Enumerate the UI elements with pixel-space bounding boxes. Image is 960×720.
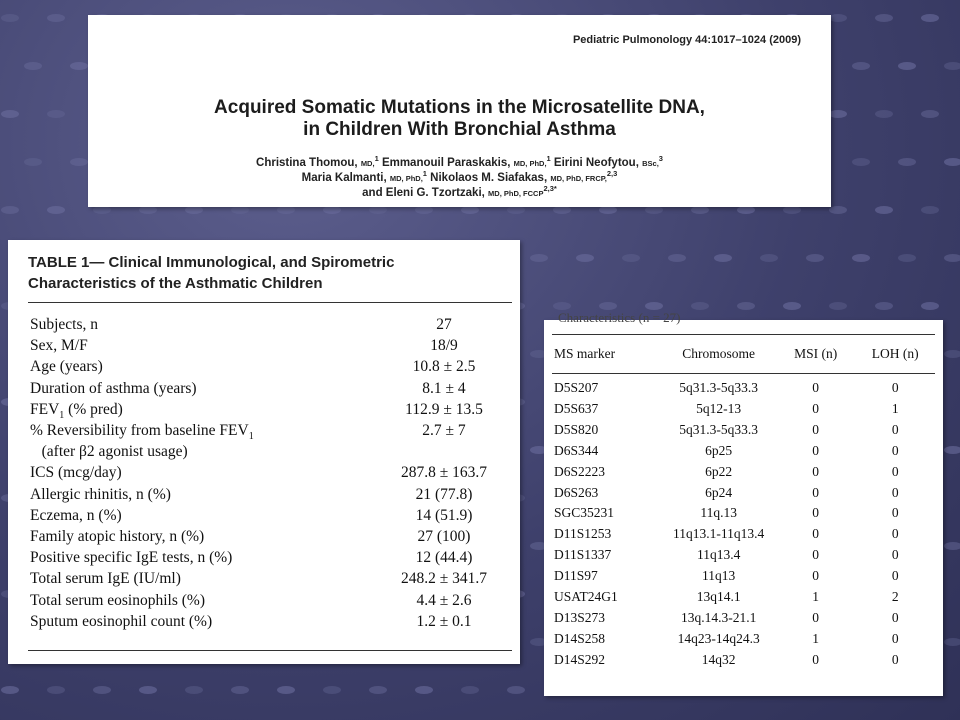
column-header: Chromosome xyxy=(682,346,756,361)
background-dot xyxy=(93,686,111,694)
row-label: $FEV_1$ (% pred) xyxy=(30,400,123,421)
background-dot xyxy=(507,686,525,694)
table-cell: D11S97 xyxy=(554,568,598,584)
table-cell: D13S273 xyxy=(554,609,606,625)
table-row xyxy=(552,610,935,626)
author-name: Maria Kalmanti, xyxy=(301,172,387,184)
table-cell: 0 xyxy=(812,568,819,584)
row-value: 27 (100) xyxy=(417,528,471,546)
background-dot xyxy=(369,686,387,694)
table-cell: 5q31.3-5q33.3 xyxy=(679,380,759,395)
table-cell: 0 xyxy=(812,547,819,563)
table-cell: 13q.14.3-21.1 xyxy=(680,609,757,625)
table-cell: 0 xyxy=(891,505,899,521)
background-dot xyxy=(829,14,847,22)
background-dot xyxy=(70,158,88,166)
table-cell: 0 xyxy=(812,380,819,395)
table-cell: D5S207 xyxy=(554,380,599,395)
background-dot xyxy=(875,14,893,22)
table-row xyxy=(30,611,510,632)
table-cell: 0 xyxy=(891,568,899,584)
row-label: % Reversibility from baseline $FEV_1$ xyxy=(30,422,254,443)
row-label: Subjects, n xyxy=(30,316,99,333)
table-row xyxy=(552,443,935,459)
table-row xyxy=(552,422,935,438)
table-row xyxy=(30,335,510,356)
row-label: Family atopic history, n (%) xyxy=(30,528,205,546)
background-dot xyxy=(921,14,939,22)
background-dot xyxy=(70,62,88,70)
row-value: 2.7 ± 7 xyxy=(422,422,466,440)
background-dot xyxy=(668,254,686,262)
table-cell: D5S637 xyxy=(554,400,599,416)
table-cell: USAT24G1 xyxy=(554,589,618,604)
row-label: Eczema, n (%) xyxy=(30,506,122,524)
journal-citation: Pediatric Pulmonology 44:1017–1024 (2009) xyxy=(572,34,801,46)
table-1-bottom-rule xyxy=(28,650,512,651)
table-row xyxy=(552,652,935,668)
table-row xyxy=(30,314,510,335)
background-dot xyxy=(829,302,847,310)
table-row xyxy=(552,526,935,542)
background-dot xyxy=(921,206,939,214)
row-value: 4.4 ± 2.6 xyxy=(416,591,472,609)
table-cell: 0 xyxy=(812,442,819,458)
table-row xyxy=(30,526,510,547)
row-label: Allergic rhinitis, n (%) xyxy=(30,485,171,503)
table-cell: 0 xyxy=(812,463,819,479)
table-row xyxy=(30,399,510,420)
background-dot xyxy=(277,206,295,214)
row-label: Positive specific IgE tests, n (%) xyxy=(30,549,233,567)
background-dot xyxy=(691,302,709,310)
background-dot xyxy=(944,62,960,70)
background-dot xyxy=(829,110,847,118)
author-degrees: MD, PhD, FRCP, xyxy=(550,174,607,183)
background-dot xyxy=(898,62,916,70)
background-dot xyxy=(829,206,847,214)
paper-header-panel xyxy=(88,15,831,207)
title-line-1: Acquired Somatic Mutations in the Microsatellite DNA, xyxy=(214,97,705,118)
table-cell: 11q13.1-11q13.4 xyxy=(673,526,765,542)
background-dot xyxy=(852,254,870,262)
table-row xyxy=(552,401,935,417)
background-dot xyxy=(576,254,594,262)
background-dot xyxy=(622,254,640,262)
table-row xyxy=(552,631,935,647)
background-dot xyxy=(461,206,479,214)
table-1-top-rule xyxy=(28,302,512,303)
background-dot xyxy=(231,206,249,214)
table-row xyxy=(30,441,510,462)
author-affiliation: 1 xyxy=(374,154,379,164)
background-dot xyxy=(139,206,157,214)
table-cell: 0 xyxy=(812,505,819,521)
table-1-caption-line-1: TABLE 1— Clinical Immunological, and Spirometric xyxy=(28,254,395,271)
row-label: Total serum IgE (IU/ml) xyxy=(30,570,181,588)
table-cell: 0 xyxy=(891,526,899,542)
background-dot xyxy=(323,686,341,694)
author-list xyxy=(88,156,831,201)
row-label: Age (years) xyxy=(30,358,103,376)
background-dot xyxy=(898,254,916,262)
table-1-caption-line-2: Characteristics of the Asthmatic Children xyxy=(28,275,323,292)
table-2-clipped-caption: Characteristics (n = 27) xyxy=(558,310,681,325)
table-cell: 5q12-13 xyxy=(696,400,742,416)
table-cell: 0 xyxy=(812,609,819,625)
table-cell: 1 xyxy=(891,400,899,416)
table-row xyxy=(30,378,510,399)
background-dot xyxy=(530,254,548,262)
table-cell: 1 xyxy=(812,630,819,646)
table-cell: D6S263 xyxy=(554,484,599,500)
row-value: 10.8 ± 2.5 xyxy=(412,358,476,376)
background-dot xyxy=(553,206,571,214)
author-name: Christina Thomou, xyxy=(256,157,358,169)
paper-title xyxy=(88,97,831,141)
background-dot xyxy=(1,206,19,214)
background-dot xyxy=(783,206,801,214)
table-row xyxy=(30,484,510,505)
row-label: Total serum eosinophils (%) xyxy=(30,591,205,609)
background-dot xyxy=(323,206,341,214)
background-dot xyxy=(1,686,19,694)
author-degrees: MD, xyxy=(360,159,375,168)
table-row xyxy=(552,485,935,501)
background-dot xyxy=(24,62,42,70)
author-degrees: MD, PhD, FCCP xyxy=(488,189,544,198)
table-cell: 11q13.4 xyxy=(696,547,741,563)
column-header: MS marker xyxy=(554,346,616,361)
background-dot xyxy=(944,446,960,454)
column-header: LOH (n) xyxy=(871,346,919,361)
author-line-3 xyxy=(88,186,831,201)
background-dot xyxy=(185,206,203,214)
author-degrees: MD, PhD, xyxy=(513,159,547,168)
table-cell: 0 xyxy=(891,484,899,500)
background-dot xyxy=(139,686,157,694)
background-dot xyxy=(47,14,65,22)
table-cell: 0 xyxy=(891,463,899,479)
background-dot xyxy=(47,206,65,214)
column-header: MSI (n) xyxy=(794,346,838,361)
background-dot xyxy=(599,302,617,310)
background-dot xyxy=(47,686,65,694)
table-row xyxy=(552,547,935,563)
row-value xyxy=(384,441,504,462)
table-cell: 0 xyxy=(812,400,819,416)
table-cell: 6p22 xyxy=(705,463,733,479)
table-1-panel xyxy=(8,240,520,664)
background-dot xyxy=(47,110,65,118)
row-label: Sputum eosinophil count (%) xyxy=(30,612,213,630)
background-dot xyxy=(944,350,960,358)
background-dot xyxy=(553,302,571,310)
table-cell: 0 xyxy=(891,547,899,563)
table-cell: 2 xyxy=(891,589,899,604)
background-dot xyxy=(1,110,19,118)
row-label: (after β2 agonist usage) xyxy=(30,443,188,461)
title-line-2: in Children With Bronchial Asthma xyxy=(303,119,616,140)
background-dot xyxy=(852,62,870,70)
table-cell: 0 xyxy=(891,442,899,458)
background-dot xyxy=(875,110,893,118)
author-line-1 xyxy=(88,156,831,171)
table-cell: 11q.13 xyxy=(700,505,737,521)
author-name: Nikolaos M. Siafakas, xyxy=(430,172,548,184)
author-name: Emmanouil Paraskakis, xyxy=(381,157,511,169)
author-degrees: MD, PhD, xyxy=(389,174,423,183)
background-dot xyxy=(944,254,960,262)
background-dot xyxy=(185,686,203,694)
table-row xyxy=(552,568,935,584)
row-label: Sex, M/F xyxy=(30,337,88,355)
background-dot xyxy=(691,206,709,214)
row-value: 27 xyxy=(436,316,452,333)
background-dot xyxy=(645,302,663,310)
table-cell: 0 xyxy=(891,380,899,395)
author-line-2 xyxy=(88,171,831,186)
table-cell: 0 xyxy=(812,526,819,542)
background-dot xyxy=(875,206,893,214)
row-value: 248.2 ± 341.7 xyxy=(400,570,487,588)
background-dot xyxy=(921,302,939,310)
background-dot xyxy=(944,542,960,550)
table-row xyxy=(30,568,510,589)
table-row xyxy=(30,356,510,377)
author-affiliation: 3 xyxy=(658,154,663,164)
table-cell: 14q23-14q24.3 xyxy=(677,630,760,646)
table-row xyxy=(30,505,510,526)
author-affiliation: 2,3 xyxy=(606,169,618,179)
table-cell: D14S292 xyxy=(554,651,606,667)
background-dot xyxy=(1,14,19,22)
table-cell: 0 xyxy=(812,421,819,437)
table-cell: 14q32 xyxy=(701,651,736,667)
table-row xyxy=(30,462,510,483)
table-cell: D6S2223 xyxy=(554,463,606,479)
table-cell: D14S258 xyxy=(554,630,606,646)
background-dot xyxy=(507,206,525,214)
row-value: 8.1 ± 4 xyxy=(422,379,466,397)
table-cell: 13q14.1 xyxy=(696,589,741,604)
table-cell: 11q13 xyxy=(702,568,736,584)
table-cell: 0 xyxy=(891,630,899,646)
author-affiliation: 2,3* xyxy=(543,184,557,194)
table-cell: D5S820 xyxy=(554,421,599,437)
row-label: ICS (mcg/day) xyxy=(30,464,122,482)
author-name: and Eleni G. Tzortzaki, xyxy=(362,187,485,199)
background-dot xyxy=(93,206,111,214)
table-cell: 0 xyxy=(812,651,819,667)
table-1-body xyxy=(30,314,510,632)
background-dot xyxy=(760,254,778,262)
table-cell: 1 xyxy=(812,589,819,604)
author-affiliation: 1 xyxy=(422,169,427,179)
background-dot xyxy=(737,302,755,310)
background-dot xyxy=(645,206,663,214)
row-value: 12 (44.4) xyxy=(415,549,473,567)
table-cell: 0 xyxy=(891,421,899,437)
background-dot xyxy=(921,110,939,118)
table-cell: 6p24 xyxy=(705,484,733,500)
background-dot xyxy=(898,158,916,166)
table-cell: 0 xyxy=(812,484,819,500)
table-2-top-rule xyxy=(552,334,935,335)
table-2-panel xyxy=(544,310,943,696)
table-row xyxy=(30,547,510,568)
table-row xyxy=(30,590,510,611)
table-row xyxy=(552,589,935,605)
table-cell: D6S344 xyxy=(554,442,599,458)
table-1-caption xyxy=(28,252,394,294)
background-dot xyxy=(599,206,617,214)
table-cell: D11S1253 xyxy=(554,526,612,542)
table-2-header-row xyxy=(552,346,935,362)
table-cell: SGC35231 xyxy=(554,505,615,521)
table-cell: D11S1337 xyxy=(554,547,612,563)
author-degrees: BSc, xyxy=(642,159,659,168)
row-value: 18/9 xyxy=(430,337,458,355)
background-dot xyxy=(415,686,433,694)
background-dot xyxy=(369,206,387,214)
table-cell: 6p25 xyxy=(705,442,733,458)
row-value: 287.8 ± 163.7 xyxy=(400,464,487,482)
background-dot xyxy=(461,686,479,694)
background-dot xyxy=(415,206,433,214)
table-cell: 0 xyxy=(891,651,899,667)
background-dot xyxy=(231,686,249,694)
row-label: Duration of asthma (years) xyxy=(30,379,197,397)
background-dot xyxy=(277,686,295,694)
row-value: 21 (77.8) xyxy=(415,485,473,503)
row-value: 14 (51.9) xyxy=(415,506,473,524)
table-row xyxy=(552,464,935,480)
background-dot xyxy=(783,302,801,310)
table-row xyxy=(552,505,935,521)
background-dot xyxy=(737,206,755,214)
table-2-header-rule xyxy=(552,373,935,374)
row-value: 1.2 ± 0.1 xyxy=(416,612,472,630)
background-dot xyxy=(806,254,824,262)
background-dot xyxy=(24,158,42,166)
table-cell: 5q31.3-5q33.3 xyxy=(679,421,759,437)
background-dot xyxy=(875,302,893,310)
table-row xyxy=(552,380,935,396)
row-value: 112.9 ± 13.5 xyxy=(405,400,483,418)
author-name: Eirini Neofytou, xyxy=(553,157,639,169)
background-dot xyxy=(944,158,960,166)
table-cell: 0 xyxy=(891,609,899,625)
background-dot xyxy=(714,254,732,262)
background-dot xyxy=(852,158,870,166)
table-row xyxy=(30,420,510,441)
author-affiliation: 1 xyxy=(546,154,551,164)
background-dot xyxy=(944,638,960,646)
